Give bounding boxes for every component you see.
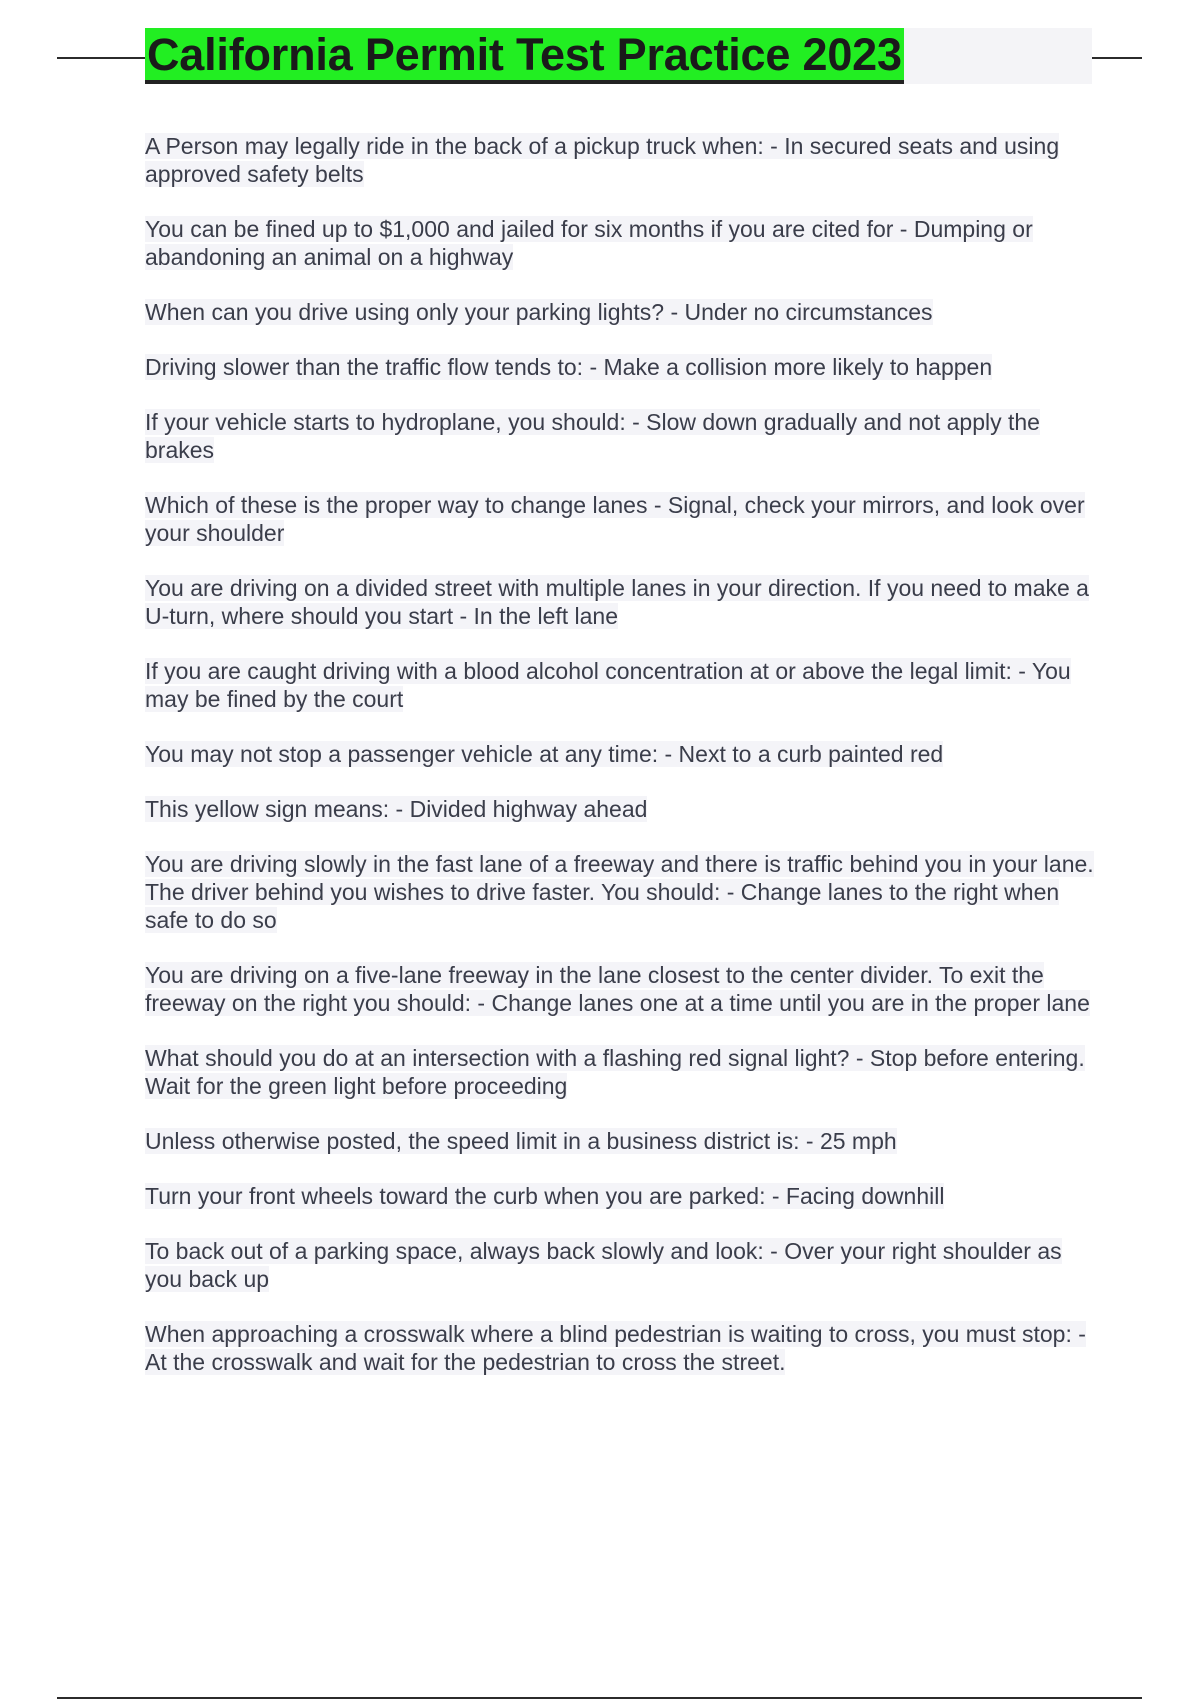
qa-text: Driving slower than the traffic flow tends to: - Make a collision more likely to happen (145, 354, 993, 380)
qa-item (145, 740, 1095, 768)
question-answer-list (145, 132, 1095, 1403)
qa-item (145, 353, 1095, 381)
qa-text: You are driving slowly in the fast lane of a freeway and there is traffic behind you in your lane. The driver behind you wishes to drive faster. You should: - Change lanes to the right when safe to do so (145, 851, 1094, 933)
qa-item (145, 1320, 1095, 1376)
qa-text: You are driving on a divided street with multiple lanes in your direction. If you need to make a U-turn, where should you start - In the left lane (145, 575, 1089, 629)
qa-item (145, 408, 1095, 464)
qa-item (145, 298, 1095, 326)
qa-text: You can be fined up to $1,000 and jailed for six months if you are cited for - Dumping or abandoning an animal on a highway (145, 216, 1033, 270)
qa-item (145, 132, 1095, 188)
qa-text: You are driving on a five-lane freeway in the lane closest to the center divider. To exit the freeway on the right you should: - Change lanes one at a time until you are in the proper lane (145, 962, 1090, 1016)
qa-text: You may not stop a passenger vehicle at any time: - Next to a curb painted red (145, 741, 944, 767)
qa-text: To back out of a parking space, always back slowly and look: - Over your right shoulder as you back up (145, 1238, 1062, 1292)
qa-item (145, 795, 1095, 823)
page-title: California Permit Test Practice 2023 (145, 28, 904, 84)
qa-item (145, 657, 1095, 713)
qa-text: When can you drive using only your parking lights? - Under no circumstances (145, 299, 933, 325)
qa-item (145, 961, 1095, 1017)
qa-text: Turn your front wheels toward the curb when you are parked: - Facing downhill (145, 1183, 945, 1209)
qa-text: Which of these is the proper way to change lanes - Signal, check your mirrors, and look over your shoulder (145, 492, 1085, 546)
qa-item (145, 1237, 1095, 1293)
qa-item (145, 1044, 1095, 1100)
qa-text: If your vehicle starts to hydroplane, you should: - Slow down gradually and not apply the brakes (145, 409, 1040, 463)
header-rule-right (1092, 57, 1142, 59)
qa-text: If you are caught driving with a blood alcohol concentration at or above the legal limit: - You may be fined by the court (145, 658, 1071, 712)
qa-item (145, 491, 1095, 547)
qa-item (145, 215, 1095, 271)
footer-rule (57, 1697, 1142, 1699)
qa-text: This yellow sign means: - Divided highway ahead (145, 796, 648, 822)
qa-item (145, 1127, 1095, 1155)
qa-text: Unless otherwise posted, the speed limit in a business district is: - 25 mph (145, 1128, 897, 1154)
qa-item (145, 1182, 1095, 1210)
header-rule-left (57, 57, 145, 59)
qa-text: A Person may legally ride in the back of a pickup truck when: - In secured seats and using approved safety belts (145, 133, 1060, 187)
qa-text: What should you do at an intersection with a flashing red signal light? - Stop before entering. Wait for the green light before proceeding (145, 1045, 1085, 1099)
qa-item (145, 574, 1095, 630)
qa-item (145, 850, 1095, 934)
qa-text: When approaching a crosswalk where a blind pedestrian is waiting to cross, you must stop: - At the crosswalk and wait for the pedestrian to cross the street. (145, 1321, 1086, 1375)
